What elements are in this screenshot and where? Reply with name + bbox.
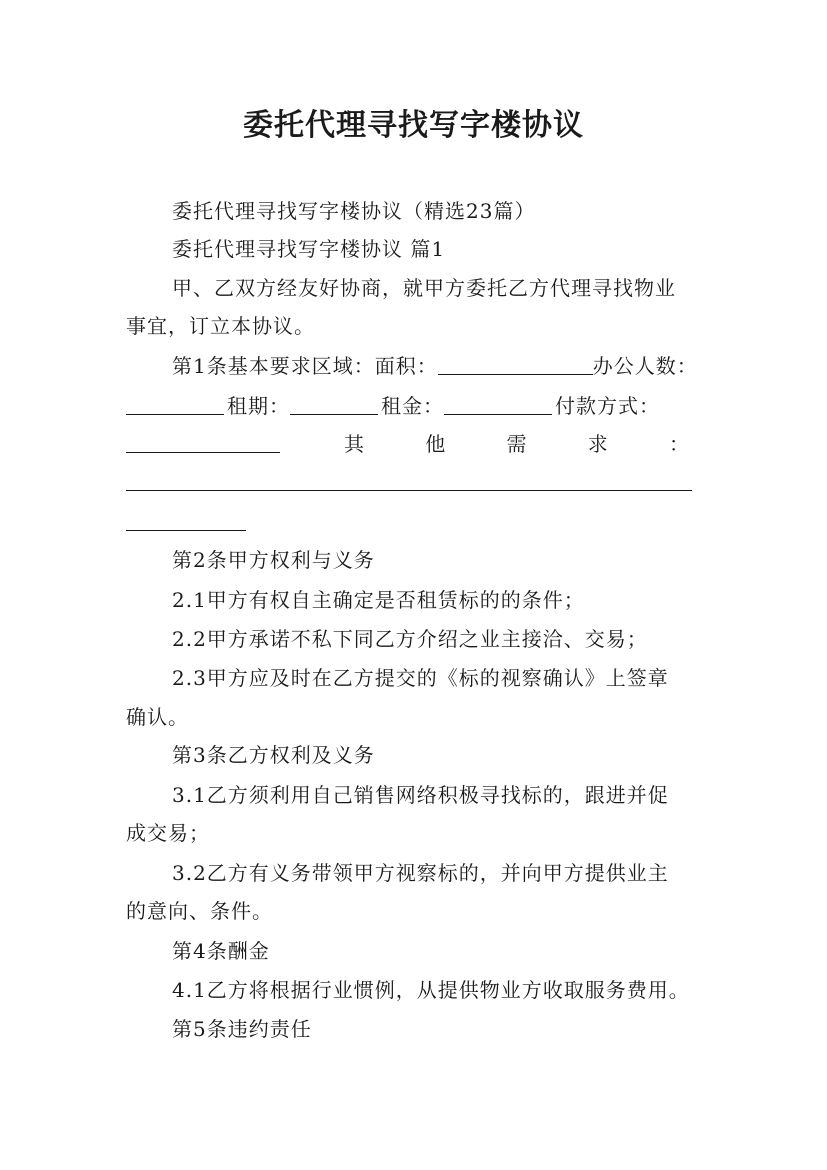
article2-item-1: 2.1甲方有权自主确定是否租赁标的的条件； <box>172 588 585 612</box>
intro-line-2: 事宜，订立本协议。 <box>126 314 315 338</box>
article2-item-2: 2.2甲方承诺不私下同乙方介绍之业主接洽、交易； <box>172 627 648 651</box>
document-subtitle: 委托代理寻找写字楼协议（精选23篇） <box>172 199 536 223</box>
article2-heading: 第2条甲方权利与义务 <box>172 548 375 572</box>
payment-blank[interactable] <box>126 452 280 453</box>
term-blank[interactable] <box>290 394 378 415</box>
article4-item-1: 4.1乙方将根据行业惯例，从提供物业方收取服务费用。 <box>172 978 690 1002</box>
article4-heading: 第4条酬金 <box>172 939 270 963</box>
other-needs-label <box>344 430 689 458</box>
article2-item-3-line-1: 2.3甲方应及时在乙方提交的《标的视察确认》上签章 <box>172 666 669 690</box>
rent-label: 租金： <box>381 394 444 418</box>
article2-item-3-line-2: 确认。 <box>126 705 189 729</box>
other-needs-char: 其 <box>344 432 364 456</box>
article3-item-1-line-2: 成交易； <box>126 821 210 845</box>
other-needs-blank-1[interactable] <box>126 490 692 491</box>
article1-lead: 第1条基本要求区域：面积： <box>172 354 438 378</box>
payment-label: 付款方式： <box>555 394 660 418</box>
article3-heading: 第3条乙方权利及义务 <box>172 743 375 767</box>
other-needs-blank-2[interactable] <box>126 530 246 531</box>
term-label: 租期： <box>227 394 290 418</box>
other-needs-char: 他 <box>425 432 446 456</box>
article3-item-2-line-1: 3.2乙方有义务带领甲方视察标的，并向甲方提供业主 <box>172 861 669 885</box>
intro-line-1: 甲、乙双方经友好协商，就甲方委托乙方代理寻找物业 <box>172 276 676 300</box>
section-heading: 委托代理寻找写字楼协议 篇1 <box>172 237 446 261</box>
document-title: 委托代理寻找写字楼协议 <box>243 108 584 143</box>
other-needs-char: 需 <box>506 432 527 456</box>
other-needs-char: 求 <box>587 432 608 456</box>
article5-heading: 第5条违约责任 <box>172 1017 312 1041</box>
rent-blank[interactable] <box>444 394 552 415</box>
article1-line-1 <box>172 352 698 380</box>
article1-line-2 <box>126 392 660 420</box>
article3-item-1-line-1: 3.1乙方须利用自己销售网络积极寻找标的，跟进并促 <box>172 783 669 807</box>
other-needs-char: ： <box>669 432 689 456</box>
article3-item-2-line-2: 的意向、条件。 <box>126 899 273 923</box>
area-blank[interactable] <box>438 354 593 375</box>
headcount-blank[interactable] <box>126 394 224 415</box>
headcount-label: 办公人数： <box>592 354 698 378</box>
